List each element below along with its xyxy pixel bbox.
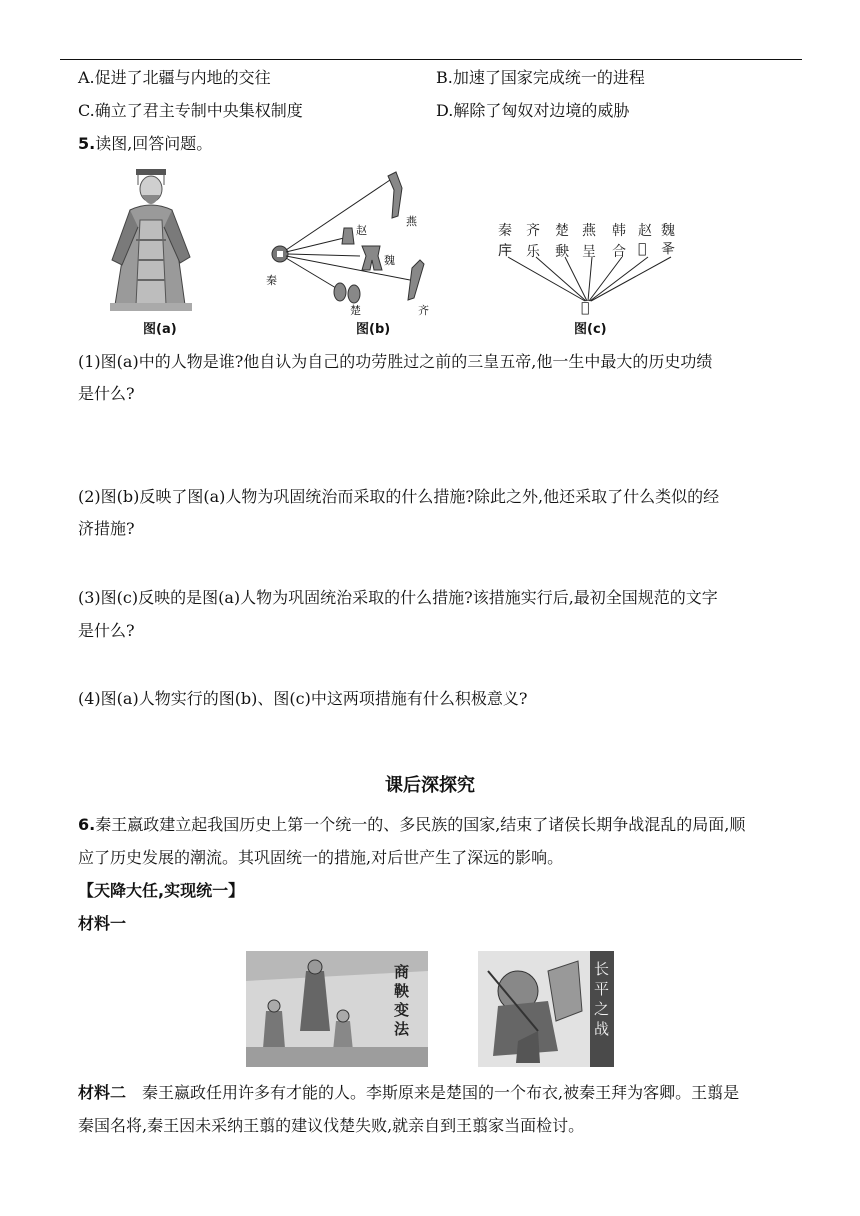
subquestion-2-line2: 济措施?: [78, 519, 135, 538]
state-yan: 燕: [582, 223, 596, 239]
figure-b-caption: 图(b): [356, 322, 391, 337]
question-5-prompt: [78, 134, 212, 154]
subquestion-1-line1: (1)图(a)中的人物是谁?他自认为自己的功劳胜过之前的三皇五帝,他一生中最大的历史功绩: [78, 352, 713, 371]
script-zhao: 𢁊: [638, 241, 647, 257]
figure-b-label-qin: 秦: [266, 274, 277, 287]
battle-title-banner: [590, 951, 614, 1067]
figure-b-label-zhao: 赵: [356, 224, 367, 237]
material-1-label: 材料一: [78, 914, 127, 933]
shang-yang-reform-image: [246, 951, 428, 1067]
figure-c-unified-script: 𥛏: [581, 300, 590, 316]
question-6-line2: 应了历史发展的潮流。其巩固统一的措施,对后世产生了深远的影响。: [78, 848, 564, 867]
figure-b-label-chu: 楚: [350, 304, 361, 317]
figure-c-caption: 图(c): [574, 322, 607, 337]
subquestion-4: (4)图(a)人物实行的图(b)、图(c)中这两项措施有什么积极意义?: [78, 689, 528, 708]
material-2-line2: 秦国名将,秦王因未采纳王翦的建议伐楚失败,就亲自到王翦家当面检讨。: [78, 1116, 585, 1135]
question-text: 读图,回答问题。: [95, 134, 213, 153]
state-chu: 楚: [555, 223, 569, 239]
figure-a-caption: 图(a): [143, 322, 177, 337]
figure-b-label-wei: 魏: [384, 254, 395, 267]
question-6-line1: [78, 815, 745, 835]
question-number: 6.: [78, 815, 96, 834]
state-qi: 齐: [526, 223, 540, 239]
figure-b-label-yan: 燕: [406, 215, 417, 228]
changping-battle-image: [478, 951, 614, 1067]
script-chu: 𡙇: [555, 244, 569, 260]
subquestion-2-line1: (2)图(b)反映了图(a)人物为巩固统治而采取的什么措施?除此之外,他还采取了什么类似的经: [78, 487, 720, 506]
section-title: 课后深探究: [385, 775, 475, 796]
option-c: C.确立了君主专制中央集权制度: [78, 101, 303, 120]
script-han: 合: [612, 244, 626, 260]
state-han: 韩: [612, 223, 626, 239]
material-2-label: 材料二: [78, 1083, 127, 1102]
reform-image-title: 商鞅变法: [394, 963, 410, 1038]
option-b: B.加速了国家完成统一的进程: [436, 68, 645, 87]
state-wei: 魏: [661, 223, 675, 239]
header-rule: [60, 59, 802, 60]
script-qi: 乐: [526, 244, 540, 260]
subheading: 【天降大任,实现统一】: [78, 881, 245, 900]
figure-a-emperor-image: [100, 165, 200, 315]
subquestion-3-line2: 是什么?: [78, 621, 135, 640]
option-a: A.促进了北疆与内地的交往: [78, 68, 271, 87]
question-text: 秦王嬴政建立起我国历史上第一个统一的、多民族的国家,结束了诸侯长期争战混乱的局面,顺: [95, 815, 746, 834]
state-zhao: 赵: [638, 223, 652, 239]
figure-b-label-qi: 齐: [418, 304, 429, 317]
material-2-text: 秦王嬴政任用许多有才能的人。李斯原来是楚国的一个布衣,被秦王拜为客卿。王翦是: [142, 1083, 740, 1102]
state-qin: 秦: [498, 223, 512, 239]
script-yan: 呈: [582, 244, 596, 260]
battle-image-title: 长平之战: [594, 960, 610, 1038]
figure-b-coins-diagram: [262, 170, 452, 320]
script-qin: 𢇛: [498, 243, 512, 259]
subquestion-3-line1: (3)图(c)反映的是图(a)人物为巩固统治采取的什么措施?该措施实行后,最初全国规范的文字: [78, 588, 718, 607]
option-d: D.解除了匈奴对边境的威胁: [436, 101, 630, 120]
script-wei: 𠬤: [661, 241, 675, 257]
subquestion-1-line2: 是什么?: [78, 384, 135, 403]
question-number: 5.: [78, 134, 96, 153]
material-2-line1: [78, 1083, 739, 1103]
